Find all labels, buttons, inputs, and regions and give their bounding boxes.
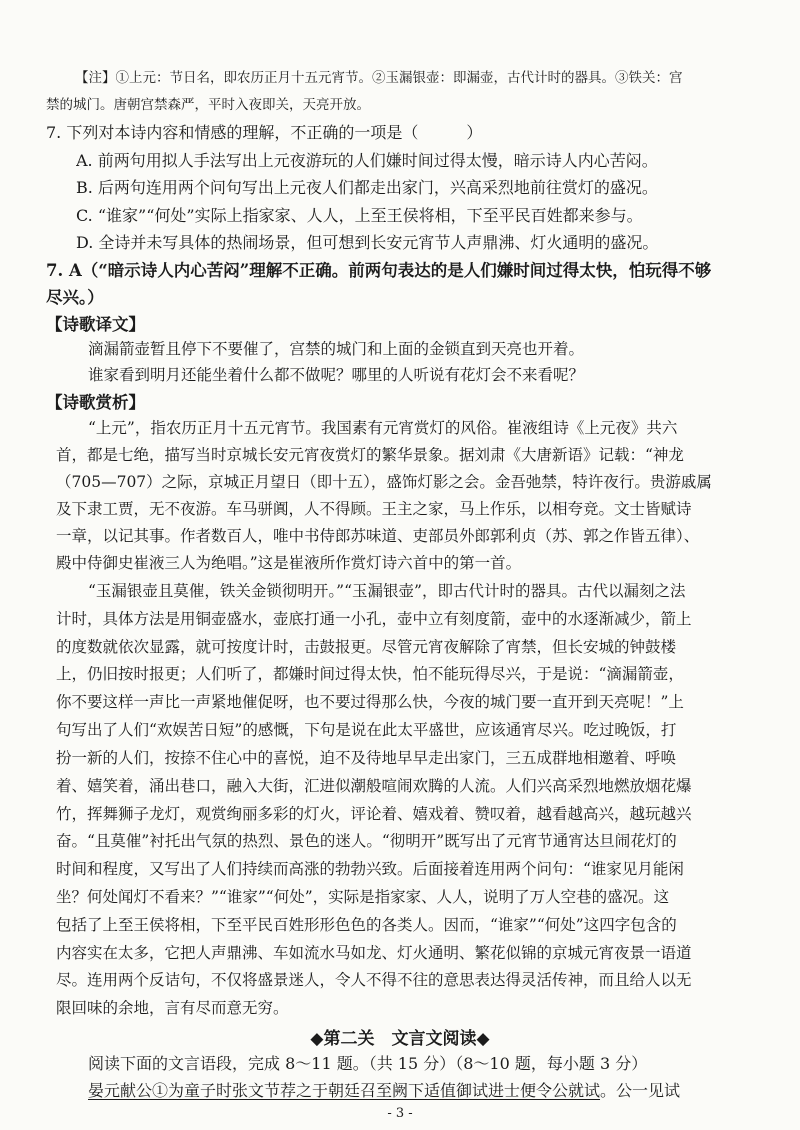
translation-header: 【诗歌译文】: [46, 315, 145, 334]
passage-underlined-text: 晏元献公①为童子时张文节荐之于朝廷召至阙下适值御试进士便令公就试: [88, 1081, 601, 1100]
appreciation-line: （705—707）之际，京城正月望日（即十五），盛饰灯影之会。金吾弛禁，特许夜行。贵游戚属: [56, 473, 712, 491]
note-line-1: 【注】①上元：节日名，即农历正月十五元宵节。②玉漏银壶：即漏壶，古代计时的器具。③铁关：宫: [75, 70, 683, 86]
translation-line-1: 滴漏箭壶暂且停下不要催了，宫禁的城门和上面的金锁直到天亮也开着。: [88, 340, 585, 358]
question-7-stem: 7. 下列对本诗内容和情感的理解，不正确的一项是（ ）: [46, 123, 483, 142]
appreciation-header: 【诗歌赏析】: [46, 393, 145, 412]
appreciation-line: 句写出了人们“欢娱苦日短”的感慨，下句是说在此太平盛世，应该通宵尽兴。吃过晚饭，打: [56, 721, 677, 739]
appreciation-line: 首，都是七绝，描写当时京城长安元宵夜赏灯的繁华景象。据刘肃《大唐新语》记载：“神龙: [56, 446, 684, 464]
appreciation-line: 上，仍旧按时报更；人们听了，都嫌时间过得太快，怕不能玩得尽兴，于是说：“滴漏箭壶，: [56, 665, 684, 683]
appreciation-line: 及下隶工贾，无不夜游。车马骈阗，人不得顾。王主之家，马上作乐，以相夸竞。文士皆赋诗: [56, 500, 692, 518]
appreciation-line: 内容实在太多，它把人声鼎沸、车如流水马如龙、灯火通明、繁花似锦的京城元宵夜景一语道: [56, 944, 692, 962]
option-c: C. “谁家”“何处”实际上指家家、人人，上至王侯将相，下至平民百姓都来参与。: [76, 206, 643, 225]
appreciation-line: 一章，以记其事。作者数百人，唯中书侍郎苏味道、吏部员外郎郭利贞（苏、郭之作皆五律）、: [56, 527, 700, 545]
answer-7-line-1: 7. A（“暗示诗人内心苦闷”理解不正确。前两句表达的是人们嫌时间过得太快，怕玩得不够: [46, 261, 712, 280]
appreciation-line: 着、嬉笑着，涌出巷口，融入大街，汇进似潮般喧闹欢腾的人流。人们兴高采烈地燃放烟花爆: [56, 777, 692, 795]
appreciation-line: 尽。连用两个反诘句，不仅将盛景迷人，令人不得不往的意思表达得灵活传神，而且给人以无: [56, 971, 692, 989]
appreciation-line: 你不要这样一声比一声紧地催促呀，也不要过得那么快，今夜的城门要一直开到天亮呢！”上: [56, 693, 684, 711]
appreciation-line: 奋。“且莫催”衬托出气氛的热烈、景色的迷人。“彻明开”既写出了元宵节通宵达旦闹花灯的: [56, 832, 677, 850]
passage-first-line: [88, 1078, 680, 1101]
section-title: ◆第二关 文言文阅读◆: [310, 1029, 490, 1049]
option-a: A. 前两句用拟人手法写出上元夜游玩的人们嫌时间过得太慢，暗示诗人内心苦闷。: [76, 151, 658, 170]
appreciation-line: “玉漏银壶且莫催，铁关金锁彻明开。”“玉漏银壶”，即古代计时的器具。古代以漏刻之法: [88, 582, 686, 600]
answer-7-line-2: 尽兴。）: [46, 288, 104, 307]
passage-rest-text: 。公一见试: [600, 1081, 681, 1100]
option-b: B. 后两句连用两个问句写出上元夜人们都走出家门，兴高采烈地前往赏灯的盛况。: [76, 178, 658, 197]
translation-line-2: 谁家看到明月还能坐着什么都不做呢？哪里的人听说有花灯会不来看呢？: [88, 366, 585, 384]
appreciation-line: 包括了上至王侯将相，下至平民百姓形形色色的各类人。因而，“谁家”“何处”这四字包含的: [56, 916, 677, 934]
appreciation-line: 的度数就依次显露，就可按度计时，击鼓报更。尽管元宵夜解除了宵禁，但长安城的钟鼓楼: [56, 638, 677, 656]
option-d: D. 全诗并未写具体的热闹场景，但可想到长安元宵节人声鼎沸、灯火通明的盛况。: [76, 233, 659, 252]
appreciation-line: “上元”，指农历正月十五元宵节。我国素有元宵赏灯的风俗。崔液组诗《上元夜》共六: [88, 419, 678, 437]
appreciation-line: 坐？何处闻灯不看来？”“谁家”“何处”，实际是指家家、人人，说明了万人空巷的盛况。这: [56, 888, 670, 906]
appreciation-line: 扮一新的人们，按捺不住心中的喜悦，迫不及待地早早走出家门，三五成群地相邀着、呼唤: [56, 749, 677, 767]
note-line-2: 禁的城门。唐朝宫禁森严，平时入夜即关，天亮开放。: [46, 97, 370, 113]
appreciation-line: 限回味的余地，言有尽而意无穷。: [56, 999, 289, 1017]
appreciation-line: 殿中侍御史崔液三人为绝唱。”这是崔液所作赏灯诗六首中的第一首。: [56, 554, 522, 572]
page-number: - 3 -: [387, 1106, 413, 1121]
section-instruction: 阅读下面的文言语段，完成 8～11 题。（共 15 分）（8～10 题，每小题 3 分）: [88, 1054, 648, 1073]
appreciation-line: 竹，挥舞狮子龙灯，观赏绚丽多彩的灯火，评论着、嬉戏着、赞叹着，越看越高兴，越玩越兴: [56, 805, 692, 823]
appreciation-line: 时间和程度，又写出了人们持续而高涨的勃勃兴致。后面接着连用两个问句：“谁家见月能闲: [56, 860, 684, 878]
appreciation-line: 计时，具体方法是用铜壶盛水，壶底打通一小孔，壶中立有刻度箭，壶中的水逐渐减少，箭上: [56, 610, 692, 628]
